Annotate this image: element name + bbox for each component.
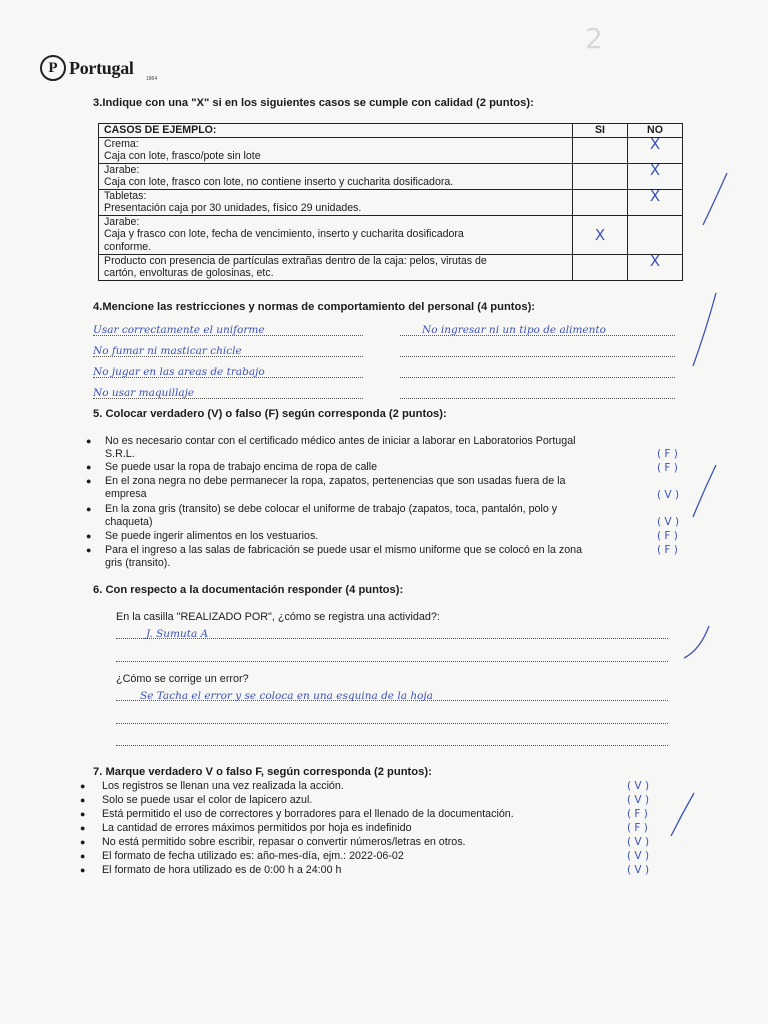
list-item: [80, 864, 680, 877]
item-text: No es necesario contar con el certificado médico antes de iniciar a laborar en Laboratorios Portugal: [105, 435, 576, 447]
table-row: [99, 137, 683, 163]
list-item: [80, 822, 680, 835]
logo-name: Portugal: [69, 57, 134, 78]
item-text: Los registros se llenan una vez realizada la acción.: [102, 780, 344, 792]
answer-mark[interactable]: ( F ): [627, 808, 648, 820]
no-cell[interactable]: [628, 215, 683, 254]
no-cell[interactable]: X: [628, 163, 683, 189]
answer-line[interactable]: Usar correctamente el uniforme: [93, 324, 363, 336]
case-line: Caja con lote, frasco con lote, no contiene inserto y cucharita dosificadora.: [104, 176, 454, 188]
grader-check-mark: [690, 290, 720, 370]
answer-mark[interactable]: ( V ): [657, 516, 680, 528]
header-no: NO: [628, 124, 683, 138]
grader-check-mark: [700, 170, 730, 230]
item-text: empresa: [105, 487, 147, 500]
item-text: chaqueta): [105, 515, 153, 528]
si-cell[interactable]: X: [573, 215, 628, 254]
answer-line[interactable]: [116, 712, 668, 724]
answer-line[interactable]: No fumar ni masticar chicle: [93, 345, 363, 357]
q6-answer-1[interactable]: J. Sumuta A: [116, 628, 668, 639]
bullet-icon: ●: [86, 504, 92, 514]
answer-mark[interactable]: ( V ): [657, 489, 680, 501]
q6-question-2: ¿Cómo se corrige un error?: [116, 673, 249, 685]
q6-title: 6. Con respecto a la documentación responder (4 puntos):: [93, 584, 404, 596]
header-cases: CASOS DE EJEMPLO:: [99, 124, 573, 138]
bullet-icon: ●: [86, 476, 92, 486]
bullet-icon: ●: [80, 865, 86, 875]
bullet-icon: ●: [80, 823, 86, 833]
answer-mark[interactable]: ( F ): [657, 448, 678, 460]
item-text: Se puede usar la ropa de trabajo encima de ropa de calle: [105, 461, 378, 473]
item-text: El formato de hora utilizado es de 0:00 h a 24:00 h: [102, 864, 342, 876]
case-line: Caja y frasco con lote, fecha de vencimiento, inserto y cucharita dosificadora: [104, 228, 464, 240]
bullet-icon: ●: [86, 545, 92, 555]
answer-mark[interactable]: ( F ): [657, 462, 678, 474]
page-number: 2: [585, 22, 603, 55]
list-item: [80, 836, 680, 849]
item-text: gris (transito).: [105, 556, 171, 569]
si-cell[interactable]: [573, 163, 628, 189]
bullet-icon: ●: [80, 795, 86, 805]
bullet-icon: ●: [86, 436, 92, 446]
q4-title: 4.Mencione las restricciones y normas de comportamiento del personal (4 puntos):: [93, 301, 536, 313]
item-text: S.R.L.: [105, 447, 135, 460]
si-cell[interactable]: [573, 137, 628, 163]
case-line: Caja con lote, frasco/pote sin lote: [104, 150, 261, 162]
answer-mark[interactable]: ( F ): [627, 822, 648, 834]
item-text: Para el ingreso a las salas de fabricación se puede usar el mismo uniforme que se colocó en la zona: [105, 544, 583, 556]
header-si: SI: [573, 124, 628, 138]
case-line: Crema:: [104, 137, 139, 150]
q6-question-1: En la casilla "REALIZADO POR", ¿cómo se registra una actividad?:: [116, 611, 440, 623]
bullet-icon: ●: [80, 851, 86, 861]
answer-line[interactable]: No usar maquillaje: [93, 387, 363, 399]
grader-check-mark: [682, 622, 712, 662]
item-text: En el zona negra no debe permanecer la ropa, zapatos, pertenencias que son usadas fuera de la: [105, 475, 566, 487]
case-line: Jarabe:: [104, 163, 140, 176]
bullet-icon: ●: [86, 462, 92, 472]
answer-mark[interactable]: ( V ): [627, 794, 650, 806]
bullet-icon: ●: [86, 531, 92, 541]
answer-mark[interactable]: ( F ): [657, 544, 678, 556]
q6-answer-2[interactable]: Se Tacha el error y se coloca en una esquina de la hoja: [116, 690, 668, 701]
no-cell[interactable]: X: [628, 137, 683, 163]
case-line: Producto con presencia de partículas extrañas dentro de la caja: pelos, virutas de: [104, 254, 487, 267]
answer-mark[interactable]: ( V ): [627, 836, 650, 848]
answer-line[interactable]: [400, 345, 675, 357]
grader-check-mark: [690, 462, 720, 522]
list-item: [86, 544, 686, 569]
list-item: [86, 530, 686, 543]
table-row: [99, 163, 683, 189]
list-item: [86, 475, 686, 500]
item-text: La cantidad de errores máximos permitidos por hoja es indefinido: [102, 822, 412, 834]
table-header-row: [99, 124, 683, 138]
answer-line[interactable]: [116, 650, 668, 662]
item-text: No está permitido sobre escribir, repasar o convertir números/letras en otros.: [102, 836, 466, 848]
list-item: [86, 435, 686, 460]
table-row: [99, 254, 683, 280]
q4-right-answers: [400, 324, 675, 399]
q4-left-answers: [93, 324, 363, 399]
logo-p-mark: P: [40, 55, 66, 81]
portugal-logo: [40, 55, 158, 82]
table-row: [99, 189, 683, 215]
answer-mark[interactable]: ( F ): [657, 530, 678, 542]
list-item: [86, 503, 686, 528]
answer-line[interactable]: [400, 366, 675, 378]
answer-mark[interactable]: ( V ): [627, 850, 650, 862]
item-text: Está permitido el uso de correctores y borradores para el llenado de la documentación.: [102, 808, 514, 820]
answer-line[interactable]: No ingresar ni un tipo de alimento: [400, 324, 675, 336]
q5-title: 5. Colocar verdadero (V) o falso (F) según corresponda (2 puntos):: [93, 408, 447, 420]
q3-title: 3.Indique con una "X" si en los siguientes casos se cumple con calidad (2 puntos):: [93, 97, 534, 109]
answer-line[interactable]: [116, 734, 668, 746]
no-cell[interactable]: X: [628, 189, 683, 215]
cases-table: [98, 123, 683, 281]
answer-line[interactable]: No jugar en las areas de trabajo: [93, 366, 363, 378]
case-line: Presentación caja por 30 unidades, físico 29 unidades.: [104, 202, 362, 214]
logo-year: 1864: [146, 76, 158, 82]
list-item: [80, 808, 680, 821]
q7-title: 7. Marque verdadero V o falso F, según corresponda (2 puntos):: [93, 766, 432, 778]
table-row: [99, 215, 683, 254]
case-line: cartón, envolturas de golosinas, etc.: [104, 267, 274, 279]
item-text: Solo se puede usar el color de lapicero azul.: [102, 794, 313, 806]
list-item: [86, 461, 686, 474]
bullet-icon: ●: [80, 837, 86, 847]
item-text: En la zona gris (transito) se debe colocar el uniforme de trabajo (zapatos, toca, pantalón, polo y: [105, 503, 558, 515]
case-line: Tabletas:: [104, 189, 147, 202]
si-cell[interactable]: [573, 189, 628, 215]
case-line: conforme.: [104, 240, 152, 253]
item-text: Se puede ingerir alimentos en los vestuarios.: [105, 530, 319, 542]
list-item: [80, 780, 680, 793]
bullet-icon: ●: [80, 809, 86, 819]
item-text: El formato de fecha utilizado es: año-mes-día, ejm.: 2022-06-02: [102, 850, 404, 862]
answer-mark[interactable]: ( V ): [627, 780, 650, 792]
list-item: [80, 850, 680, 863]
answer-line[interactable]: [400, 387, 675, 399]
grader-check-mark: [668, 790, 698, 840]
si-cell[interactable]: [573, 254, 628, 280]
no-cell[interactable]: X: [628, 254, 683, 280]
case-line: Jarabe:: [104, 215, 140, 228]
list-item: [80, 794, 680, 807]
answer-mark[interactable]: ( V ): [627, 864, 650, 876]
bullet-icon: ●: [80, 781, 86, 791]
